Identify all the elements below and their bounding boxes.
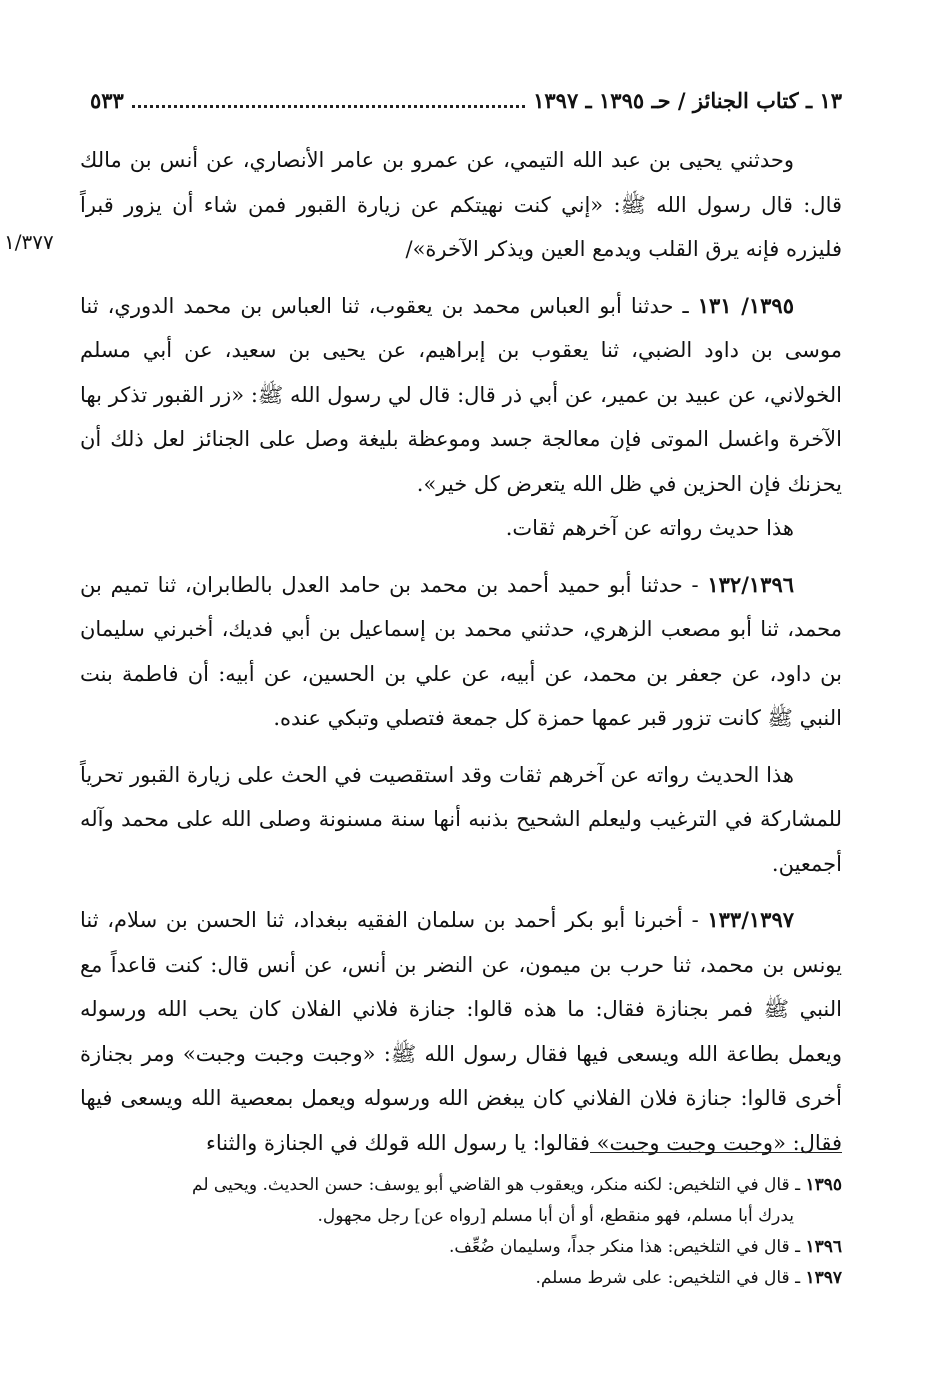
footnote-separator — [590, 1152, 842, 1153]
paragraph-text: - أخبرنا أبو بكر أحمد بن سلمان الفقيه ببغداد، ثنا الحسن بن سلام، ثنا يونس بن محمد، ثنا حرب بن ميمون، عن النضر بن أنس، عن أنس قال: كنت قاعداً مع النبي ﷺ فمر بجنازة فقال: ما هذه قالوا: جنازة فلاني الفلان كان يحب الله ورسوله ويعمل بطاعة الله ويسعى فيها فقال رسول الله ﷺ: «وجبت وجبت وجبت» ومر بجنازة أخرى قالوا: جنازة فلان الفلاني كان يبغض الله ورسوله ويعمل بمعصية الله ويسعى فيها فقال: «وجبت وجبت وجبت» فقالوا: يا رسول الله قولك في الجنازة والثناء — [80, 908, 842, 1155]
margin-manuscript-ref: ١/٣٧٧ — [4, 230, 54, 254]
paragraph — [80, 898, 842, 1165]
paragraph-text: - حدثنا أبو حميد أحمد بن محمد بن حامد العدل بالطابران، ثنا تميم بن محمد، ثنا أبو مصعب الزهري، حدثني محمد بن إسماعيل بن أبي فديك، أخبرني سليمان بن داود، عن جعفر بن محمد، عن أبيه، عن علي بن الحسين، عن أبيه: أن فاطمة بنت النبي ﷺ كانت تزور قبر عمها حمزة كل جمعة فتصلي وتبكي عنده. — [80, 572, 842, 730]
paragraph — [80, 138, 842, 272]
footnote-number: ١٣٩٥ — [805, 1175, 842, 1195]
hadith-number: ١٣٢/١٣٩٦ — [707, 571, 794, 597]
page-number: ٥٣٣ — [90, 87, 124, 113]
paragraph-text: ـ حدثنا أبو العباس محمد بن يعقوب، ثنا العباس بن محمد الدوري، ثنا موسى بن داود الضبي، ثنا يعقوب بن إبراهيم، عن يحيى بن سعيد، عن أبي مسلم الخولاني، عن عبيد بن عمير، عن أبي ذر قال: قال لي رسول الله ﷺ: «زر القبور تذكر بها الآخرة واغسل الموتى فإن معالجة جسد وموعظة بليغة وصل على الجنائز لعل ذلك أن يحزنك فإن الحزين في ظل الله يتعرض كل خير». — [80, 293, 842, 496]
footnote-text: ـ قال في التلخيص: لكنه منكر، ويعقوب هو القاضي أبو يوسف: حسن الحديث. ويحيى لم — [192, 1175, 801, 1195]
paragraph-text: هذا حديث رواته عن آخرهم ثقات. — [505, 516, 794, 540]
footnote-text: ـ قال في التلخيص: هذا منكر جداً، وسليمان ضُعِّف. — [448, 1237, 801, 1257]
running-header — [90, 82, 842, 118]
paragraph-text: هذا الحديث رواته عن آخرهم ثقات وقد استقصيت في الحث على زيارة القبور تحرياً للمشاركة في الترغيب وليعلم الشحيح بذنبه أنها سنة مسنونة وصلى الله على محمد وآله أجمعين. — [80, 762, 842, 876]
footnote — [80, 1232, 842, 1263]
hadith-number: ١٣٩٥/ ١٣١ — [697, 292, 794, 318]
footnotes — [80, 1170, 842, 1294]
footnote — [80, 1263, 842, 1294]
footnote-text: يدرك أبا مسلم، فهو منقطع، أو أن أبا مسلم [رواه عن] رجل مجهول. — [317, 1206, 794, 1226]
header-dot-leader — [132, 105, 525, 108]
footnote — [80, 1170, 842, 1201]
footnote-number: ١٣٩٧ — [805, 1268, 842, 1288]
paragraph — [80, 506, 842, 551]
main-text — [80, 138, 842, 1165]
hadith-number: ١٣٣/١٣٩٧ — [707, 907, 794, 932]
paragraph — [80, 563, 842, 741]
footnote-number: ١٣٩٦ — [805, 1237, 842, 1257]
paragraph — [80, 284, 842, 507]
paragraph — [80, 753, 842, 887]
paragraph-text: وحدثني يحيى بن عبد الله التيمي، عن عمرو بن عامر الأنصاري، عن أنس بن مالك قال: قال رسول الله ﷺ: «إني كنت نهيتكم عن زيارة القبور فمن شاء أن يزور قبراً فليزره فإنه يرق القلب ويدمع العين ويذكر الآخرة»/ — [80, 148, 842, 261]
footnote-text: ـ قال في التلخيص: على شرط مسلم. — [535, 1268, 801, 1288]
header-title: ١٣ ـ كتاب الجنائز / حـ ١٣٩٥ ـ ١٣٩٧ — [533, 87, 842, 113]
footnote-continuation — [80, 1201, 842, 1232]
